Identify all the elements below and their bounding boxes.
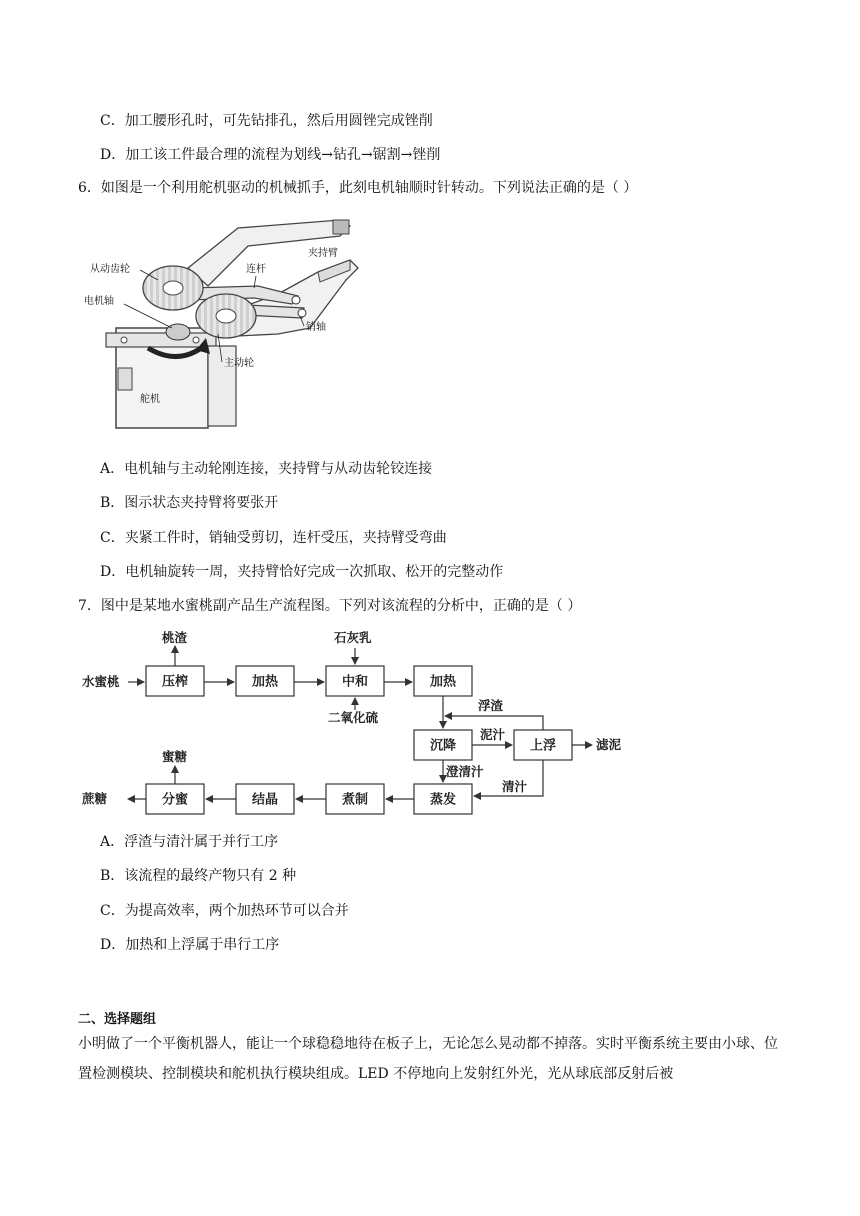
flow-label-float-scum: 浮渣 [478, 698, 504, 713]
section-title: 二、选择题组 [78, 1012, 157, 1027]
svg-text:结晶: 结晶 [251, 792, 279, 808]
svg-text:煮制: 煮制 [341, 792, 369, 808]
q6-option-c: C．夹紧工件时，销轴受剪切，连杆受压，夹持臂受弯曲 [100, 530, 447, 546]
flow-box-boil [326, 784, 384, 814]
label-pin-shaft: 销轴 [306, 322, 326, 333]
flow-label-sucrose: 蔗糖 [82, 791, 108, 806]
flow-box-settle [414, 730, 472, 760]
flow-box-neutralize [326, 666, 384, 696]
flow-label-residue: 桃渣 [162, 630, 188, 645]
flow-box-heat1 [236, 666, 294, 696]
label-connecting-rod: 连杆 [246, 264, 266, 275]
flow-label-clear-juice: 澄清汁 [446, 764, 484, 779]
q6-stem: 6．如图是一个利用舵机驱动的机械抓手，此刻电机轴顺时针转动。下列说法正确的是（ ） [78, 180, 638, 196]
svg-text:沉降: 沉降 [429, 738, 457, 754]
section-intro: 小明做了一个平衡机器人，能让一个球稳稳地待在板子上，无论怎么晃动都不掉落。实时平衡系统主要由小球、位置检测模块、控制模块和舵机执行模块组成。LED 不停地向上发射红外光，光从球底部反射后被 [78, 1036, 778, 1082]
flow-box-crystallize [236, 784, 294, 814]
label-clamp-arm: 夹持臂 [308, 248, 338, 259]
flow-box-press [146, 666, 204, 696]
q6-option-a: A．电机轴与主动轮刚连接，夹持臂与从动齿轮铰连接 [100, 461, 433, 477]
process-flowchart [80, 624, 640, 824]
flow-label-lime: 石灰乳 [334, 630, 372, 645]
flow-box-heat2 [414, 666, 472, 696]
flow-label-clean-juice: 清汁 [502, 779, 528, 794]
svg-text:加热: 加热 [251, 674, 279, 690]
flow-label-filter-mud: 滤泥 [596, 737, 622, 752]
label-drive-gear: 主动轮 [224, 358, 254, 369]
q7-option-c: C．为提高效率，两个加热环节可以合并 [100, 903, 349, 919]
label-motor-shaft: 电机轴 [84, 296, 114, 307]
q7-option-a: A．浮渣与清汁属于并行工序 [100, 834, 279, 850]
svg-text:压榨: 压榨 [161, 674, 189, 690]
q6-option-b: B．图示状态夹持臂将要张开 [100, 495, 279, 511]
flow-label-peach: 水蜜桃 [82, 674, 120, 689]
driven-gear [143, 266, 203, 310]
flow-box-float [514, 730, 572, 760]
svg-text:分蜜: 分蜜 [161, 792, 189, 808]
q7-option-b: B．该流程的最终产物只有 2 种 [100, 868, 297, 884]
q7-stem: 7．图中是某地水蜜桃副产品生产流程图。下列对该流程的分析中，正确的是（ ） [78, 598, 582, 614]
q6-option-d: D．电机轴旋转一周，夹持臂恰好完成一次抓取、松开的完整动作 [100, 564, 504, 580]
svg-text:加热: 加热 [429, 674, 457, 690]
flow-label-molasses: 蜜糖 [162, 749, 188, 764]
svg-text:中和: 中和 [341, 674, 369, 690]
flow-label-mud-juice: 泥汁 [480, 727, 506, 742]
flow-label-so2: 二氧化硫 [328, 710, 379, 725]
flow-box-separate [146, 784, 204, 814]
gripper-figure [78, 208, 378, 438]
q5-option-d: D．加工该工件最合理的流程为划线→钻孔→锯割→锉削 [100, 147, 441, 163]
q7-option-d: D．加热和上浮属于串行工序 [100, 937, 280, 953]
q5-option-c: C．加工腰形孔时，可先钻排孔，然后用圆锉完成锉削 [100, 113, 433, 129]
label-driven-gear: 从动齿轮 [90, 264, 130, 275]
flow-box-evaporate [414, 784, 472, 814]
label-servo: 舵机 [140, 394, 160, 405]
svg-text:蒸发: 蒸发 [429, 792, 457, 808]
drive-gear [196, 294, 256, 338]
servo-body [106, 328, 236, 428]
svg-text:上浮: 上浮 [529, 738, 557, 754]
